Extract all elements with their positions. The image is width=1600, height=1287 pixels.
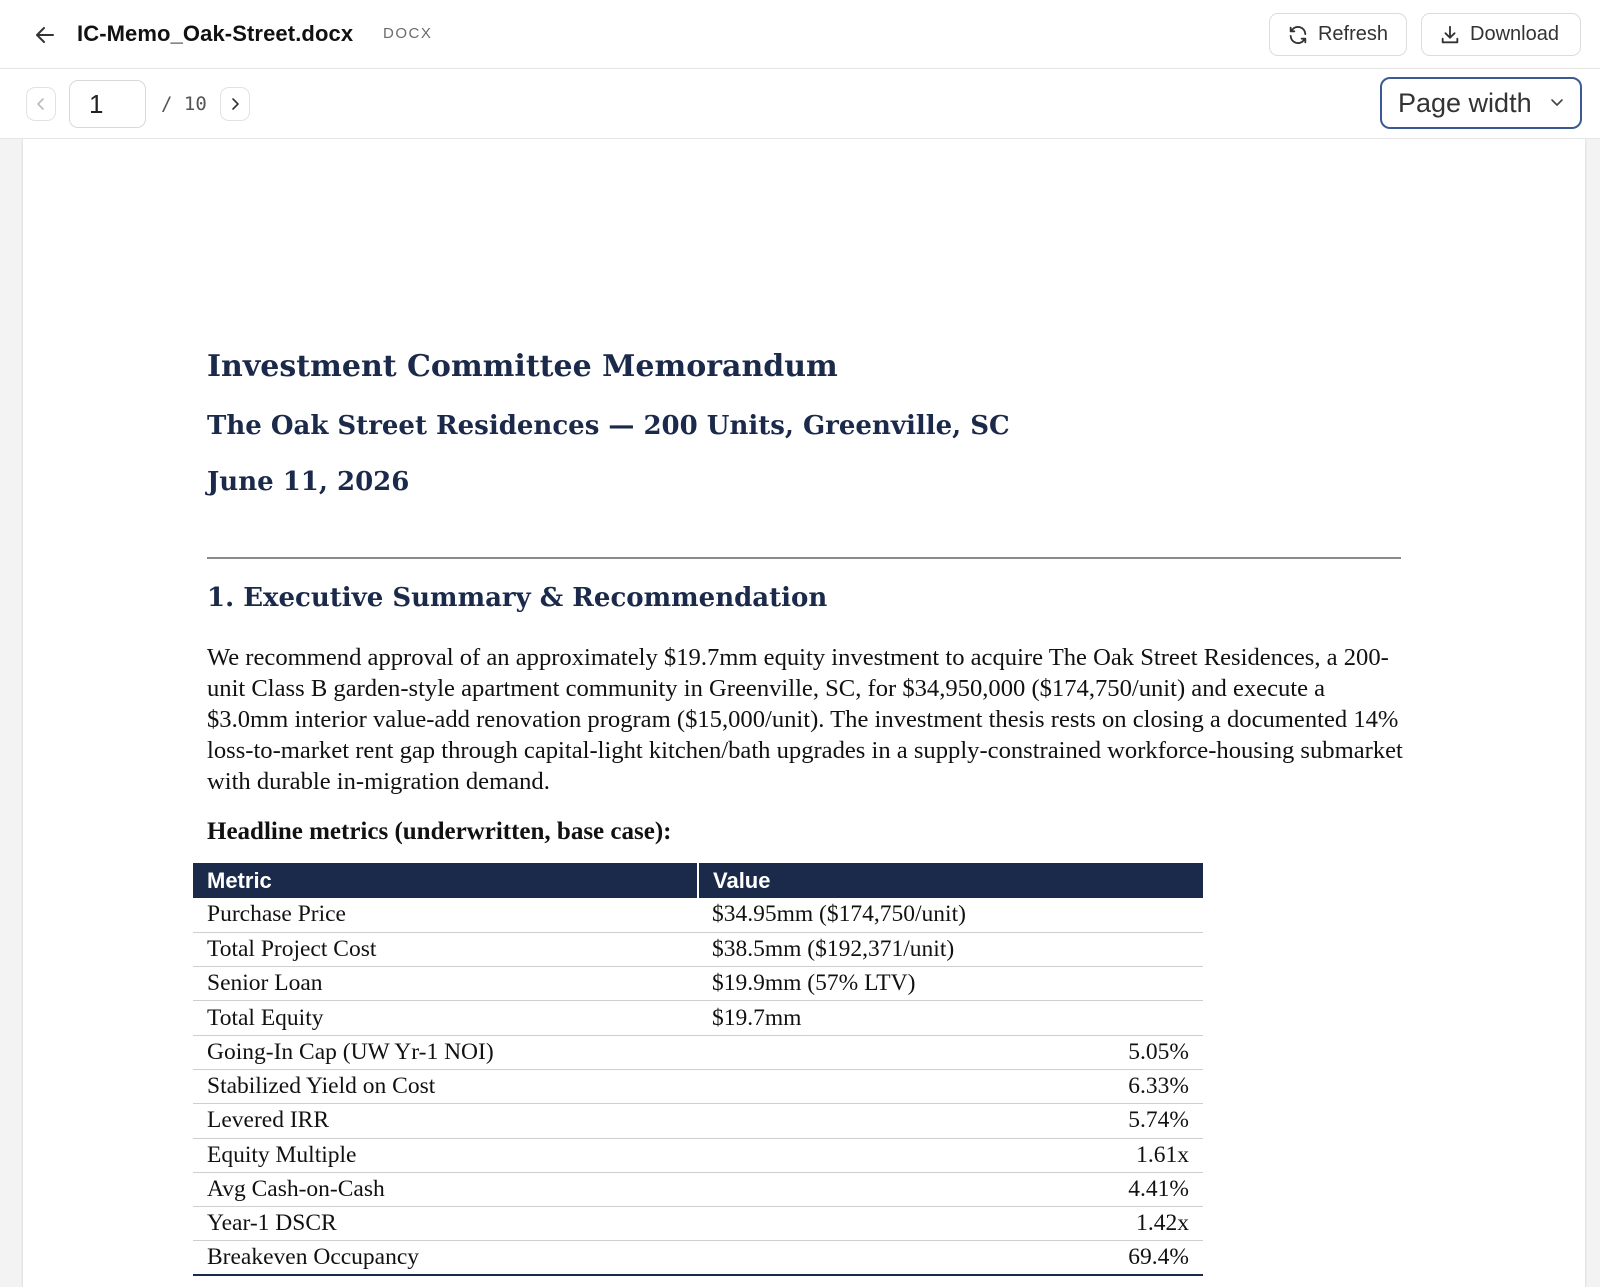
- table-header-row: [193, 863, 1203, 898]
- metric-cell: Senior Loan: [193, 967, 698, 1001]
- back-button[interactable]: [29, 19, 61, 51]
- value-cell: $34.95mm ($174,750/unit): [698, 898, 1203, 932]
- summary-paragraph: We recommend approval of an approximately $19.7mm equity investment to acquire The Oak Street Residences, a 200-unit Class B garden-style apartment community in Greenville, SC, for $34,950,000 ($174,750/unit) and execute a $3.0mm interior value-add renovation program ($15,000/unit). The investment thesis rests on closing a documented 14% loss-to-market rent gap through capital-light kitchen/bath upgrades in a supply-constrained workforce-housing submarket with durable in-migration demand.: [207, 644, 1403, 795]
- table-row: [193, 1207, 1203, 1241]
- metric-cell: Total Project Cost: [193, 932, 698, 966]
- metric-cell: Purchase Price: [193, 898, 698, 932]
- page-total: / 10: [161, 93, 207, 115]
- value-cell: 6.33%: [698, 1069, 1203, 1103]
- metrics-table: [193, 863, 1203, 1276]
- document-viewer[interactable]: [0, 139, 1600, 1287]
- value-cell: 4.41%: [698, 1172, 1203, 1206]
- document-subtitle: The Oak Street Residences — 200 Units, Greenville, SC: [207, 411, 1010, 441]
- chevron-left-icon: [35, 97, 47, 111]
- table-row: [193, 967, 1203, 1001]
- metric-cell: Going-In Cap (UW Yr-1 NOI): [193, 1035, 698, 1069]
- previous-page-button[interactable]: [26, 87, 56, 121]
- value-cell: $19.7mm: [698, 1001, 1203, 1035]
- file-header: [0, 0, 1600, 69]
- table-row: [193, 1001, 1203, 1035]
- zoom-select-value: Page width: [1398, 87, 1532, 118]
- column-header-metric: Metric: [193, 863, 698, 898]
- metric-cell: Levered IRR: [193, 1104, 698, 1138]
- table-row: [193, 1138, 1203, 1172]
- table-row: [193, 1035, 1203, 1069]
- value-cell: $38.5mm ($192,371/unit): [698, 932, 1203, 966]
- download-button[interactable]: [1421, 13, 1581, 56]
- next-page-button[interactable]: [220, 87, 250, 121]
- table-row: [193, 1172, 1203, 1206]
- document-title: Investment Committee Memorandum: [207, 349, 838, 384]
- download-icon: [1439, 24, 1461, 46]
- column-header-value: Value: [698, 863, 1203, 898]
- refresh-icon: [1287, 24, 1309, 46]
- table-row: [193, 932, 1203, 966]
- value-cell: 1.42x: [698, 1207, 1203, 1241]
- section-heading: 1. Executive Summary & Recommendation: [207, 583, 828, 613]
- value-cell: 5.05%: [698, 1035, 1203, 1069]
- file-type-badge: DOCX: [383, 25, 433, 42]
- table-row: [193, 1069, 1203, 1103]
- download-label: Download: [1470, 23, 1559, 45]
- metric-cell: Stabilized Yield on Cost: [193, 1069, 698, 1103]
- table-row: [193, 1241, 1203, 1275]
- horizontal-rule: [207, 557, 1401, 559]
- value-cell: 69.4%: [698, 1241, 1203, 1275]
- refresh-button[interactable]: [1269, 13, 1407, 56]
- metric-cell: Total Equity: [193, 1001, 698, 1035]
- viewer-toolbar: [0, 69, 1600, 139]
- metric-cell: Year-1 DSCR: [193, 1207, 698, 1241]
- metric-cell: Avg Cash-on-Cash: [193, 1172, 698, 1206]
- value-cell: 5.74%: [698, 1104, 1203, 1138]
- value-cell: 1.61x: [698, 1138, 1203, 1172]
- value-cell: $19.9mm (57% LTV): [698, 967, 1203, 1001]
- page-number-input[interactable]: [69, 80, 146, 128]
- chevron-down-icon: [1550, 95, 1564, 109]
- document-date: June 11, 2026: [207, 467, 410, 497]
- file-name: IC-Memo_Oak-Street.docx: [77, 21, 354, 46]
- arrow-left-icon: [34, 24, 56, 46]
- chevron-right-icon: [229, 97, 241, 111]
- zoom-select[interactable]: [1380, 77, 1582, 129]
- metric-cell: Equity Multiple: [193, 1138, 698, 1172]
- metrics-heading: Headline metrics (underwritten, base case):: [207, 818, 672, 845]
- document-page: [23, 139, 1585, 1287]
- refresh-label: Refresh: [1317, 23, 1388, 45]
- table-row: [193, 1104, 1203, 1138]
- table-row: [193, 898, 1203, 932]
- metric-cell: Breakeven Occupancy: [193, 1241, 698, 1275]
